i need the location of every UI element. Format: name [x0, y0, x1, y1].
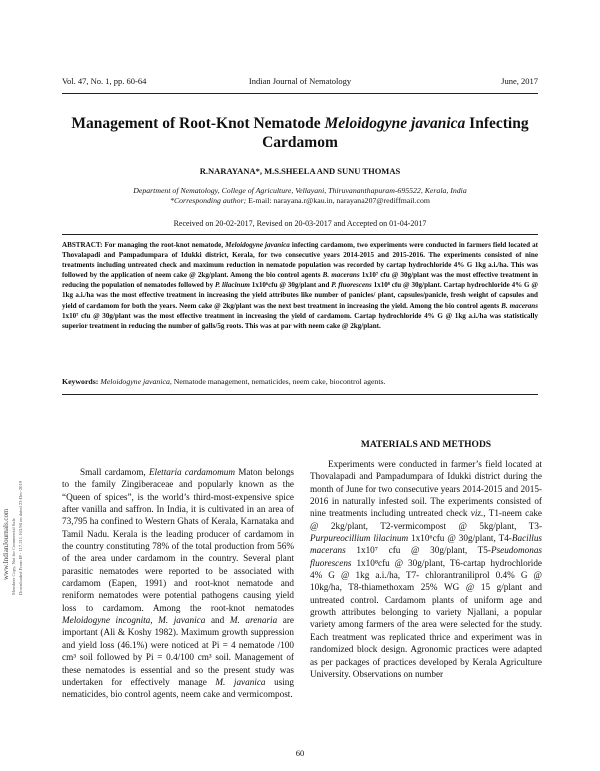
received-dates: Received on 20-02-2017, Revised on 20-03-2017 and Accepted on 01-04-2017	[173, 219, 427, 228]
intro-text: Maton belongs to the family Zingiberaceae and popularly known as the “Queen of spices”, is the world’s third-most-expensive spice after vanilla and saffron. In India, it is cultivated in an area of 73,795 ha confined to Western Ghats of Kerala, Karnataka and Tamil Nadu. Kerala is the leading producer of cardamom in the country constituting 78% of the total production from 56% of the area under cardamom in the country. Several plant parasitic nematodes were reported to be associated with cardamom (Eapen, 1991) and root-knot nematode and reniform nematodes were potential pathogens causing yield loss to cardamom. Among the root-knot nematodes	[62, 467, 294, 613]
abstract-top-rule	[62, 234, 538, 235]
title-species: Meloidogyne javanica	[324, 115, 466, 132]
abstract-text: infecting cardamom, two experiments were conducted in farmers field located at Thovalapadi and Pampadumpara of Idukki district, Kerala, for two consecutive years 2014-2015 and 2015-2016. The experiments consisted of nine treatments including untreated check and maximum reduction in nematode population was recorded by cartap hydrochloride 4% G 1kg a.i./ha. This was followed by the application of neem cake @ 2kg/plant. Among the bio control agents	[62, 241, 538, 280]
methods-species: Bacillus macerans	[310, 533, 542, 556]
abstract-species: B. macerans	[322, 271, 360, 280]
abstract-species: P. fluorescens	[331, 281, 372, 290]
methods-text: T1-neem cake @ 2kg/plant, T2-vermicompost @ 5kg/plant, T3-	[310, 508, 542, 531]
sidebar-site: www.IndianJournals.com	[2, 508, 10, 580]
abstract-text: 1x10⁷ cfu @ 30g/plant was the most effective treatment in reducing the population of nematodes followed by	[62, 271, 538, 290]
authors: R.NARAYANA*, M.S.SHEELA AND SUNU THOMAS	[199, 166, 401, 176]
abstract-text: 1x10⁶cfu @ 30g/plant and	[249, 281, 332, 290]
corresponding-label: *Corresponding author;	[170, 196, 247, 205]
running-header	[62, 76, 538, 88]
abstract-bottom-rule	[62, 394, 538, 395]
intro-text: are important (Ali & Koshy 1982). Maximum growth suppression and yield loss (46.1%) were noticed at Pi = 4 nematode /100 cm³ soil followed by Pi = 0.4/100 cm³ soil. Management of these nematodes is essential and so the present study was undertaken for effectively manage	[62, 615, 295, 687]
methods-paragraph	[310, 458, 542, 680]
keywords-species: Meloidogyne javanica	[100, 377, 170, 386]
intro-species: Meloidogyne incognita, M. javanica	[62, 615, 206, 626]
sidebar-download: Downloaded From IP - 117.211.163.94 on dated 23-Dec-2019	[18, 480, 23, 595]
abstract-species: Meloidogyne javanica	[225, 241, 290, 249]
keywords	[62, 377, 538, 386]
abstract-text: 1x10⁸ cfu @ 30g/plant. Cartap hydrochloride 4% G @ 1kg a.i./ha was the most effective treatment in increasing the yield attributes like number of panicles/ plant, capsules/panicle, fresh weight of capsules and yield of cardamom for both the years. Neem cake @ 2kg/plant was the next best treatment in increasing the yield. Among the bio control agents	[62, 281, 538, 310]
volume-info: Vol. 47, No. 1, pp. 60-64	[62, 76, 147, 86]
methods-text: 1x10⁸cfu @ 30g/plant, T6-cartap hydrochloride 4% G @ 1kg a.i./ha, T7- chlorantraniliprol 0.4% G @ 10kg/ha, T8-thiamethoxam 25% WG @ 15 g/plant and untreated control. Cardamom plants of uniform age and growth attributes belonging to variety Njallani, a popular variety among farmers of the area were selected for the study. Each treatment was replicated thrice and experiment was in randomized block design. Agronomic practices were adapted as per packages of practices developed by Kerala Agriculture University. Observations on number	[310, 557, 542, 679]
keywords-label: Keywords:	[62, 377, 99, 386]
introduction-paragraph	[62, 466, 294, 701]
abstract-text: For managing the root-knot nematode,	[102, 241, 226, 249]
intro-species: Elettaria cardamomum	[148, 467, 235, 477]
affiliation-line: Department of Nematology, College of Agriculture, Vellayani, Thiruvananthapuram-695522, Kerala, India	[133, 186, 467, 195]
paper-title	[62, 114, 538, 152]
corresponding-email: E-mail: narayana.r@kau.in, narayana207@rediffmail.com	[246, 196, 430, 205]
methods-viz: viz.,	[470, 508, 486, 519]
section-heading-methods: MATERIALS AND METHODS	[360, 440, 492, 450]
methods-text: 1x10⁷ cfu @ 30g/plant, T5-	[345, 545, 491, 556]
methods-text: 1x10⁶cfu @ 30g/plant, T4-	[408, 533, 512, 544]
abstract-label: ABSTRACT:	[62, 241, 103, 249]
page-number: 60	[295, 748, 305, 758]
journal-name: Indian Journal of Nematology	[248, 76, 352, 86]
header-rule	[62, 93, 538, 94]
methods-species: Purpureocillium lilacinum	[310, 533, 409, 544]
intro-text: Small cardamom,	[80, 467, 149, 477]
affiliation	[62, 186, 538, 206]
abstract-species: P. lilacinum	[214, 281, 250, 290]
issue-date: June, 2017	[501, 76, 538, 86]
intro-text: using nematicides, bio control agents, neem cake and vermicompost.	[62, 676, 294, 700]
sidebar-member: Members Copy, Not for Commercial Sale	[11, 518, 16, 595]
intro-species: M. javanica	[215, 676, 266, 687]
title-text-2: Infecting Cardamom	[262, 115, 529, 151]
abstract-text: 1x10⁷ cfu @ 30g/plant was the most effective treatment in increasing the yield of cardamom. Cartap hydrochloride 4% G @ 1kg a.i./ha was statistically superior treatment in reducing the number of galls/5g roots. This was at par with neem cake @ 2kg/plant.	[62, 311, 538, 330]
methods-text: Experiments were conducted in farmer’s field located at Thovalapadi and Pampadumpara of Idukki district during the month of June for two consecutive years 2014-2015 and 2015-2016 in naturally infested soil. The experiments consisted of nine treatments including untreated check	[310, 459, 542, 519]
download-sidebar	[0, 300, 38, 600]
intro-text: and	[205, 615, 230, 626]
abstract-species: B. macerans	[501, 301, 539, 310]
methods-species: Pseudomonas fluorescens	[310, 545, 542, 568]
keywords-list: , Nematode management, nematicides, neem cake, biocontrol agents.	[169, 377, 386, 386]
abstract	[62, 240, 538, 331]
title-text-1: Management of Root-Knot Nematode	[71, 115, 325, 132]
intro-species: M. arenaria	[229, 615, 278, 626]
